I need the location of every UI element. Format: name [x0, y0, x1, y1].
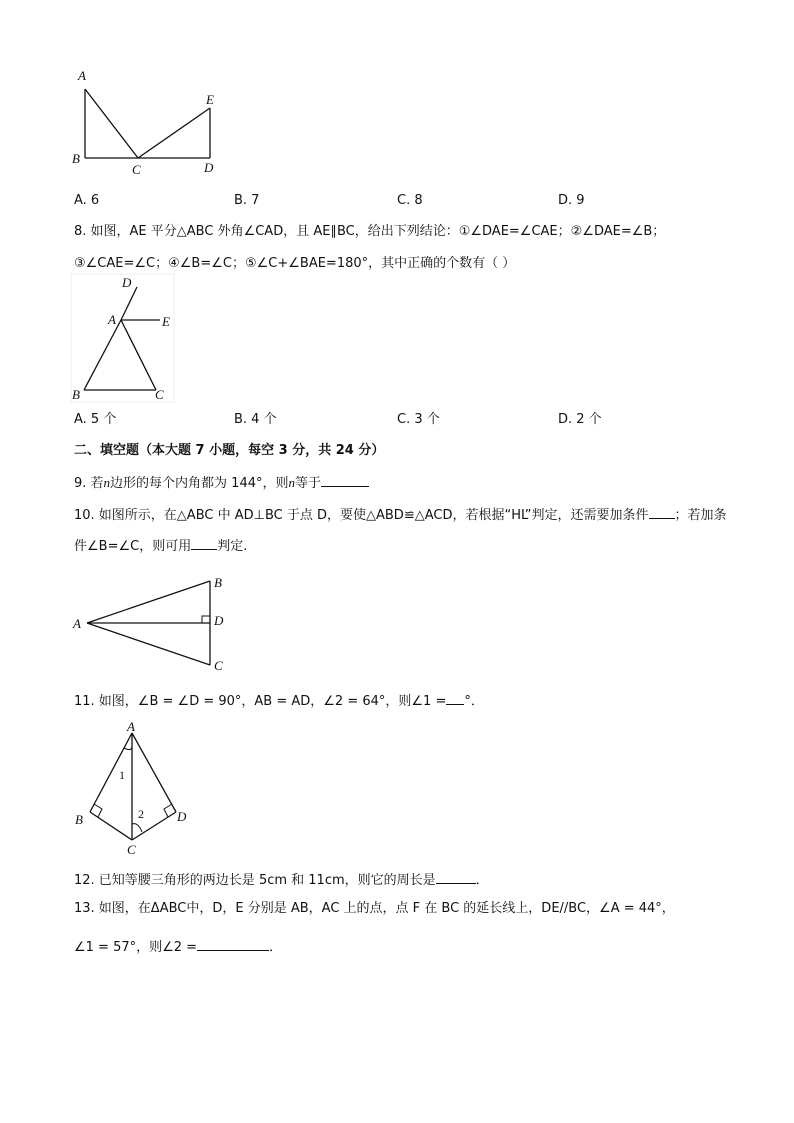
q7-label-A: A: [78, 68, 86, 83]
q11-segment-BC: [90, 812, 132, 840]
q10-label-C: C: [214, 658, 223, 673]
q11-figure: [66, 718, 206, 858]
q10-answer-blank-1[interactable]: [649, 505, 675, 519]
q7-label-C: C: [132, 162, 141, 177]
q8-question-line1: 8. 如图，AE 平分△ABC 外角∠CAD，且 AE∥BC，给出下列结论：①∠DAE=∠CAE；②∠DAE=∠B；: [74, 224, 666, 239]
q7-segment-AC: [85, 89, 138, 158]
q8-label-B: B: [72, 387, 80, 402]
q8-question-line2: ③∠CAE=∠C；④∠B=∠C；⑤∠C+∠BAE=180°，其中正确的个数有（ ）: [74, 256, 516, 271]
q10-line2-b: 判定.: [217, 539, 248, 554]
q10-line1-b: ；若加条: [674, 508, 727, 523]
q11-segment-AB: [90, 733, 132, 812]
q13-question-line1: 13. 如图，在ΔABC中，D，E 分别是 AB，AC 上的点，点 F 在 BC 的延长线上，DE//BC，∠A = 44°，: [74, 901, 675, 916]
q7-option-a[interactable]: A. 6: [74, 193, 100, 208]
q10-answer-blank-2[interactable]: [191, 536, 217, 550]
q11-segment-AD: [132, 733, 176, 812]
q8-label-E: E: [162, 314, 170, 329]
q10-line2-a: 件∠B=∠C，则可用: [74, 539, 192, 554]
q8-figure: [68, 274, 186, 406]
q10-label-A: A: [73, 616, 81, 631]
q8-option-a[interactable]: A. 5 个: [74, 412, 117, 427]
q12-answer-blank[interactable]: [436, 870, 476, 884]
q7-figure: [66, 66, 236, 182]
q9-suffix: 等于: [295, 476, 322, 491]
q9-mid: 边形的每个内角都为 144°，则: [110, 476, 289, 491]
q7-option-b[interactable]: B. 7: [234, 193, 260, 208]
q7-label-E: E: [206, 92, 214, 107]
q11-question: [74, 691, 484, 711]
q8-option-d[interactable]: D. 2 个: [558, 412, 602, 427]
q11-text-b: °．: [464, 694, 484, 709]
q8-label-D: D: [122, 275, 132, 290]
q8-segment-AB: [84, 320, 121, 390]
q10-segment-AB: [87, 581, 210, 623]
q11-label-D: D: [177, 809, 187, 824]
q10-question-line1: [74, 505, 727, 525]
q8-label-C: C: [155, 387, 164, 402]
q9-question: [74, 473, 369, 493]
q11-label-angle-2: 2: [138, 807, 144, 821]
q9-answer-blank[interactable]: [321, 473, 369, 487]
q11-answer-blank[interactable]: [446, 691, 464, 705]
q10-label-B: B: [214, 575, 222, 590]
q13-line2-b: ．: [269, 940, 283, 955]
q10-right-angle-mark: [202, 616, 210, 623]
q8-figure-frame: [71, 274, 174, 402]
section-heading: 二、填空题（本大题 7 小题，每空 3 分，共 24 分）: [74, 443, 385, 458]
q13-answer-blank[interactable]: [197, 937, 269, 951]
q12-question: [74, 870, 489, 890]
q7-option-c[interactable]: C. 8: [397, 193, 423, 208]
q8-segment-AC: [121, 320, 156, 390]
q13-line2-a: ∠1 = 57°，则∠2 =: [74, 940, 198, 955]
q10-label-D: D: [214, 613, 224, 628]
q10-line1-a: 10. 如图所示，在△ABC 中 AD⊥BC 于点 D，要使△ABD≌△ACD，若根据“HL”判定，还需要加条件: [74, 508, 649, 523]
q11-text-a: 11. 如图，∠B = ∠D = 90°，AB = AD，∠2 = 64°，则∠1 =: [74, 694, 447, 709]
q10-question-line2: [74, 536, 247, 556]
q9-var-n1: n: [103, 475, 111, 490]
q7-label-B: B: [72, 151, 80, 166]
q7-option-d[interactable]: D. 9: [558, 193, 585, 208]
q7-label-D: D: [204, 160, 214, 175]
q12-text-a: 12. 已知等腰三角形的两边长是 5cm 和 11cm，则它的周长是: [74, 873, 436, 888]
q11-label-angle-1: 1: [119, 768, 125, 782]
q8-option-c[interactable]: C. 3 个: [397, 412, 440, 427]
q7-segment-CE: [138, 108, 210, 158]
q8-option-b[interactable]: B. 4 个: [234, 412, 277, 427]
q11-angle-arc-2: [132, 824, 142, 832]
q9-var-n2: n: [288, 475, 295, 490]
q11-label-C: C: [127, 842, 136, 857]
q13-question-line2: [74, 937, 282, 957]
q10-segment-AC: [87, 623, 210, 665]
q8-segment-AD: [121, 287, 137, 320]
q9-prefix: 9. 若: [74, 476, 104, 491]
q8-label-A: A: [108, 312, 116, 327]
q11-label-B: B: [75, 812, 83, 827]
q11-label-A: A: [127, 719, 135, 734]
q12-text-b: ．: [475, 873, 489, 888]
q10-figure: [66, 570, 236, 675]
